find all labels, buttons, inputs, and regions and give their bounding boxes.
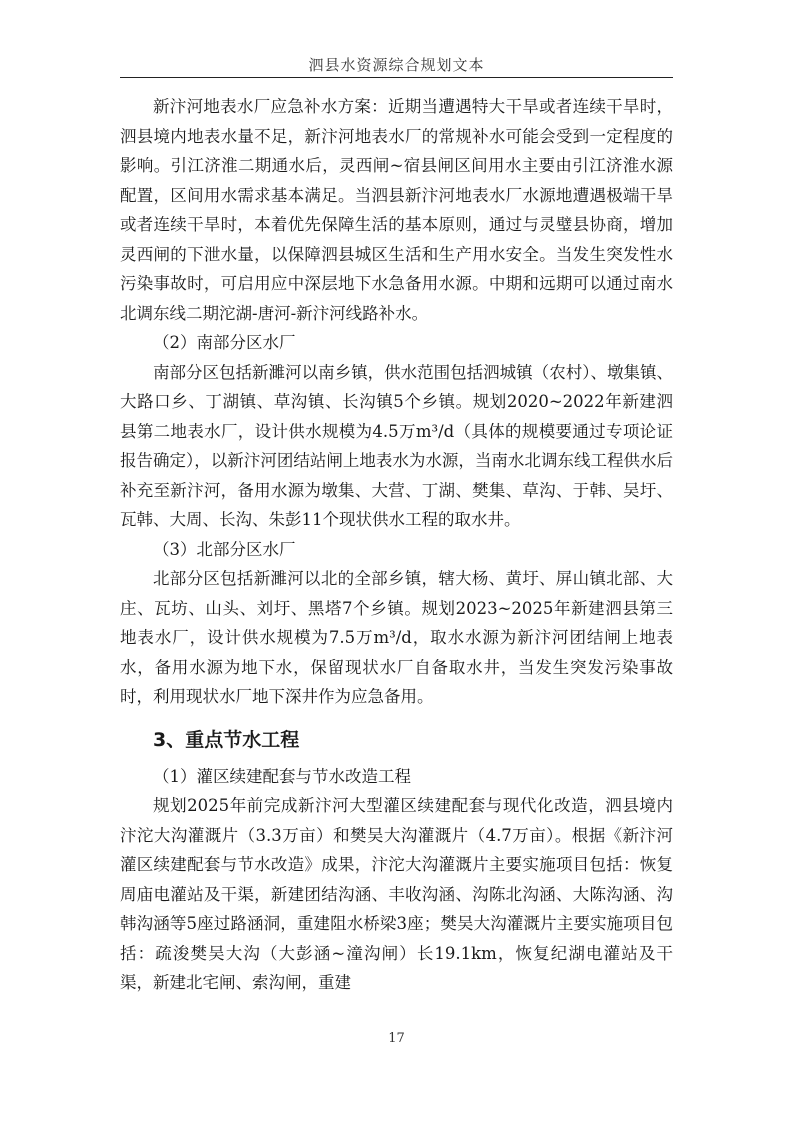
paragraph-irrigation: 规划2025年前完成新汴河大型灌区续建配套与现代化改造，泗县境内汴沱大沟灌溉片（3.3万亩）和樊吴大沟灌溉片（4.7万亩）。根据《新汴河灌区续建配套与节水改造》成果，汴沱大沟灌溉片主要实施项目包括：恢复周庙电灌站及干渠，新建团结沟涵、丰收沟涵、沟陈北沟涵、大陈沟涵、沟韩沟涵等5座过路涵洞，重建阻水桥梁3座；樊吴大沟灌溉片主要实施项目包括：疏浚樊吴大沟（大彭涵~潼沟闸）长19.1km，恢复纪湖电灌站及干渠，新建北宅闸、索沟闸，重建 (120, 796, 673, 992)
running-header: 泗县水资源综合规划文本 (308, 56, 485, 74)
paragraph-north-district: 北部分区包括新濉河以北的全部乡镇，辖大杨、黄圩、屏山镇北部、大庄、瓦坊、山头、刘圩、黑塔7个乡镇。规划2023~2025年新建泗县第三地表水厂，设计供水规模为7.5万m³/d，取水水源为新汴河团结闸上地表水，备用水源为地下水，保留现状水厂自备取水井，当发生突发污染事故时，利用现状水厂地下深井作为应急备用。 (120, 569, 673, 706)
paragraph-south-district: 南部分区包括新濉河以南乡镇，供水范围包括泗城镇（农村）、墩集镇、大路口乡、丁湖镇、草沟镇、长沟镇5个乡镇。规划2020~2022年新建泗县第二地表水厂，设计供水规模为4.5万m³/d（具体的规模要通过专项论证报告确定），以新汴河团结站闸上地表水为水源，当南水北调东线工程供水后补充至新汴河，备用水源为墩集、大营、丁湖、樊集、草沟、于韩、吴圩、瓦韩、大周、长沟、朱彭11个现状供水工程的取水井。 (120, 362, 673, 529)
subheading-south-plant: （2）南部分区水厂 (153, 333, 296, 352)
subheading-irrigation: （1）灌区续建配套与节水改造工程 (153, 766, 411, 786)
document-body (120, 92, 673, 998)
subheading-north-plant: （3）北部分区水厂 (153, 539, 296, 559)
header-divider (120, 77, 673, 78)
page-number: 17 (388, 1031, 405, 1046)
paragraph-emergency-supply: 新汴河地表水厂应急补水方案：近期当遭遇特大干旱或者连续干旱时，泗县境内地表水量不足，新汴河地表水厂的常规补水可能会受到一定程度的影响。引江济淮二期通水后，灵西闸~宿县闸区间用水主要由引江济淮水源配置，区间用水需求基本满足。当泗县新汴河地表水厂水源地遭遇极端干旱或者连续干旱时，本着优先保障生活的基本原则，通过与灵璧县协商，增加灵西闸的下泄水量，以保障泗县城区生活和生产用水安全。当发生突发性水污染事故时，可启用应中深层地下水急备用水源。中期和远期可以通过南水北调东线二期沱湖-唐河-新汴河线路补水。 (120, 97, 673, 323)
section-heading-water-saving: 3、重点节水工程 (153, 728, 300, 751)
